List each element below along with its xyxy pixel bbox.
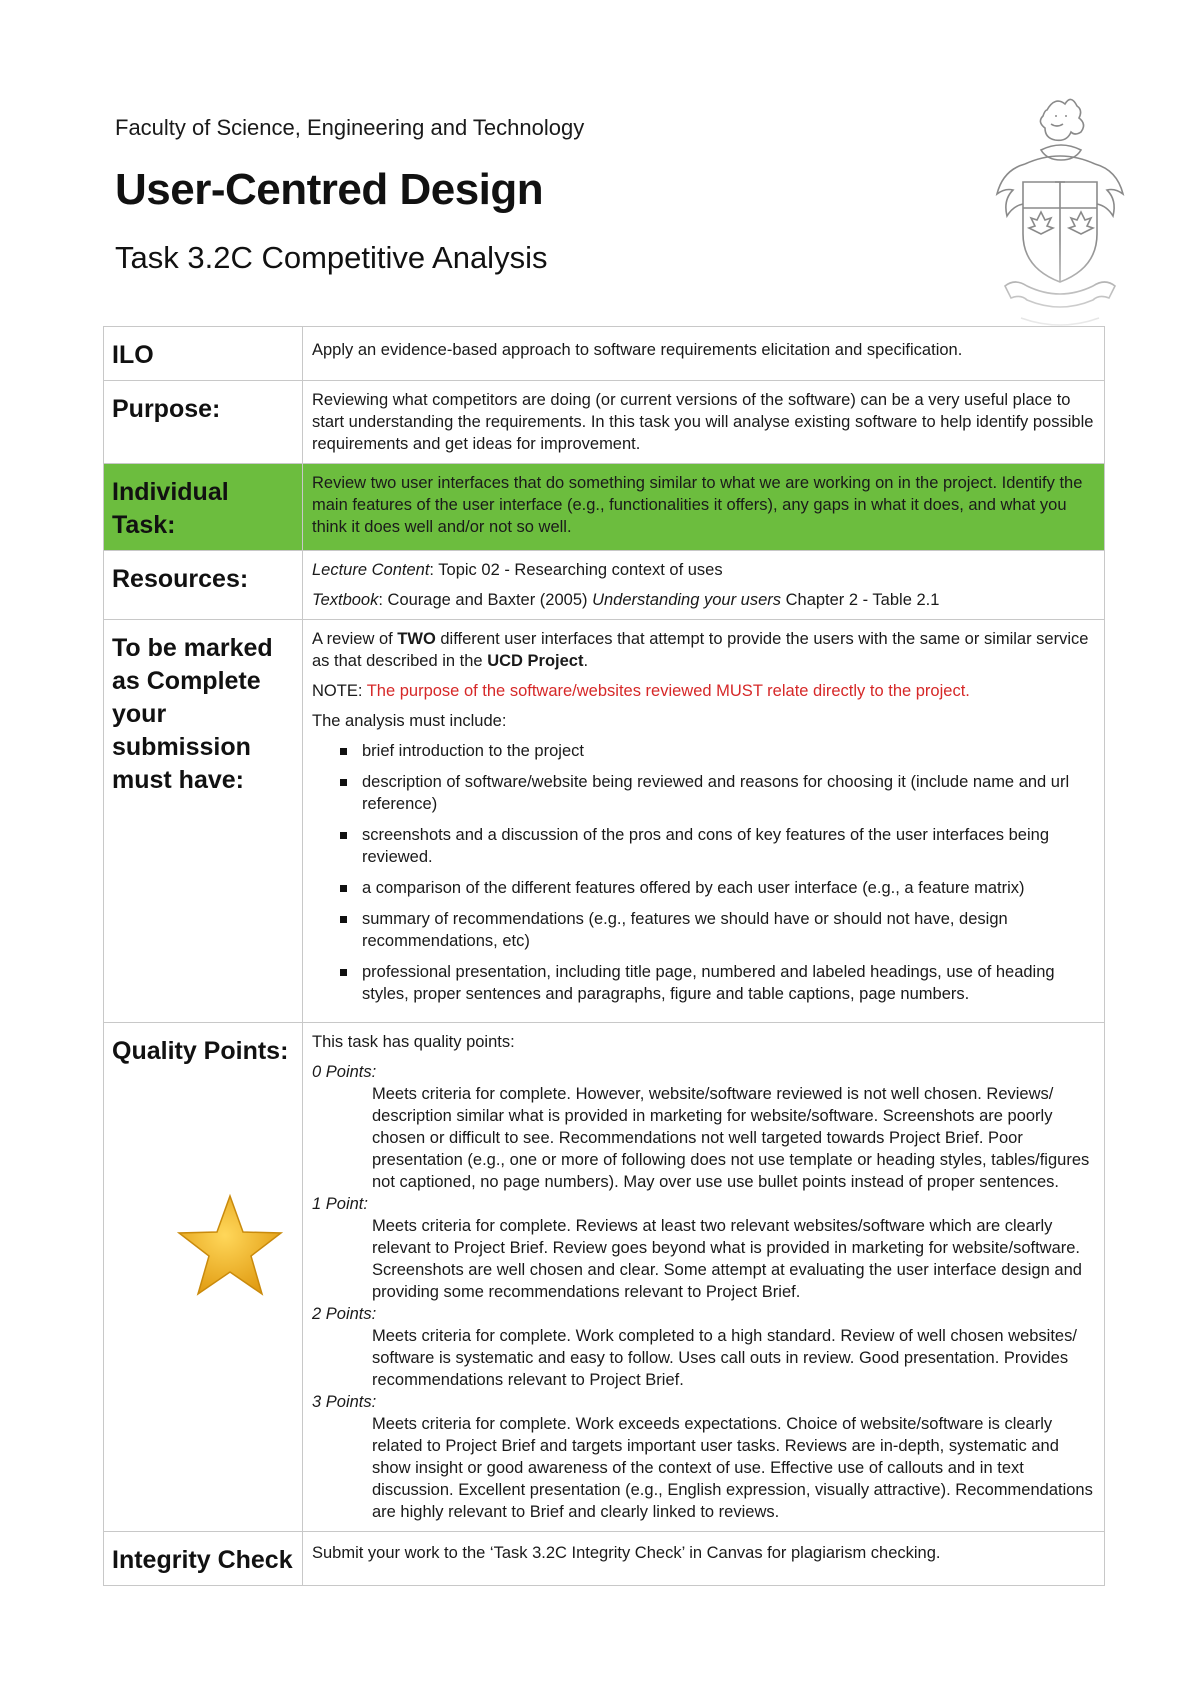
quality-points-label: Quality Points: (104, 1023, 303, 1532)
bullet-icon (340, 885, 347, 892)
textbook-text: : Courage and Baxter (2005) (378, 591, 593, 609)
resources-content (303, 551, 1105, 620)
ilo-text: Apply an evidence-based approach to software requirements elicitation and specification. (312, 341, 963, 359)
bullet-icon (340, 779, 347, 786)
quality-level-2-name: 2 Points: (312, 1305, 377, 1323)
task-title: Task 3.2C Competitive Analysis (115, 240, 548, 275)
quality-intro: This task has quality points: (312, 1033, 515, 1051)
list-item: brief introduction to the project (312, 740, 1094, 762)
integrity-check-row (104, 1532, 1105, 1586)
bullet-icon (340, 748, 347, 755)
list-item: screenshots and a discussion of the pros and cons of key features of the user interfaces being reviewed. (312, 824, 1094, 868)
quality-level-3-name: 3 Points: (312, 1393, 377, 1411)
lecture-label: Lecture Content (312, 561, 430, 579)
bullet-icon (340, 969, 347, 976)
quality-level-3-desc: Meets criteria for complete. Work exceeds expectations. Choice of website/software is clearly related to Project Brief and targets important user tasks. Reviews are in-depth, systematic and show insight or good awareness of the context of use. Effective use of callouts and in text discussion. Excellent presentation (e.g., English expression, visually attractive). Recommendations are highly relevant to Brief and clearly linked to reviews. (372, 1415, 1093, 1521)
textbook-label: Textbook (312, 591, 379, 609)
textbook-resource (312, 589, 1094, 611)
purpose-row (104, 381, 1105, 464)
list-item: a comparison of the different features offered by each user interface (e.g., a feature matrix) (312, 877, 1094, 899)
bullet-icon (340, 916, 347, 923)
quality-points-content (303, 1023, 1105, 1532)
complete-criteria-label: To be marked as Complete your submission must have: (104, 620, 303, 1023)
integrity-check-content (303, 1532, 1105, 1586)
integrity-check-label: Integrity Check (104, 1532, 303, 1586)
purpose-text: Reviewing what competitors are doing (or current versions of the software) can be a very useful place to start understanding the requirements. In this task you will analyse existing software to help identify possible requirements and get ideas for improvement. (312, 391, 1094, 453)
star-icon (175, 1192, 285, 1302)
task-spec-table (103, 326, 1105, 1586)
textbook-title: Understanding your users (592, 591, 782, 609)
list-item: professional presentation, including title page, numbered and labeled headings, use of heading styles, proper sentences and paragraphs, figure and table captions, page numbers. (312, 961, 1094, 1005)
purpose-content (303, 381, 1105, 464)
note: NOTE: The purpose of the software/websites reviewed MUST relate directly to the project. (312, 682, 970, 700)
analysis-intro: The analysis must include: (312, 712, 507, 730)
faculty-name: Faculty of Science, Engineering and Technology (115, 115, 585, 140)
individual-task-text: Review two user interfaces that do something similar to what we are working on in the project. Identify the main features of the user interface (e.g., functionalities it offers), any gaps in what it does, and what you think it does well and/or not so well. (312, 474, 1083, 536)
quality-level-1-desc: Meets criteria for complete. Reviews at least two relevant websites/software which are clearly relevant to Project Brief. Review goes beyond what is provided in marketing for website/software. Screenshots are well chosen and clear. Some attempt at evaluating the user interface design and providing some recommendations relevant to Project Brief. (372, 1217, 1082, 1301)
document-title: User-Centred Design (115, 165, 544, 214)
textbook-chapter: Chapter 2 - Table 2.1 (781, 591, 940, 609)
purpose-label: Purpose: (104, 381, 303, 464)
ilo-label: ILO (104, 327, 303, 381)
resources-label: Resources: (104, 551, 303, 620)
complete-criteria-content (303, 620, 1105, 1023)
university-crest-icon (985, 90, 1135, 355)
bullet-icon (340, 832, 347, 839)
quality-level-1-name: 1 Point: (312, 1195, 368, 1213)
individual-task-row (104, 464, 1105, 551)
list-item: description of software/website being reviewed and reasons for choosing it (include name and url reference) (312, 771, 1094, 815)
resources-row (104, 551, 1105, 620)
lecture-resource (312, 559, 1094, 581)
individual-task-label: Individual Task: (104, 464, 303, 551)
analysis-requirements-list (312, 740, 1094, 1005)
list-item: summary of recommendations (e.g., features we should have or should not have, design recommendations, etc) (312, 908, 1094, 952)
quality-level-2-desc: Meets criteria for complete. Work completed to a high standard. Review of well chosen websites/ software is systematic and easy to follow. Uses call outs in review. Good presentation. Provides recommendations relevant to Project Brief. (372, 1327, 1077, 1389)
quality-level-0-name: 0 Points: (312, 1063, 377, 1081)
quality-level-0-desc: Meets criteria for complete. However, website/software reviewed is not well chosen. Reviews/ description similar what is provided in marketing for website/software. Screenshots are poorly chosen or difficult to see. Recommendations not well targeted towards Project Brief. Poor presentation (e.g., one or more of following does not use template or heading styles, tables/figures not captioned, no page numbers). May over use use bullet points instead of proper sentences. (372, 1085, 1090, 1191)
individual-task-content (303, 464, 1105, 551)
complete-criteria-row (104, 620, 1105, 1023)
ilo-row (104, 327, 1105, 381)
integrity-check-text: Submit your work to the ‘Task 3.2C Integrity Check’ in Canvas for plagiarism checking. (312, 1544, 941, 1562)
review-intro: A review of TWO different user interfaces that attempt to provide the users with the same or similar service as that described in the UCD Project. (312, 630, 1089, 670)
lecture-text: : Topic 02 - Researching context of uses (429, 561, 723, 579)
ilo-content (303, 327, 1105, 381)
note-text: The purpose of the software/websites reviewed MUST relate directly to the project. (366, 682, 970, 700)
